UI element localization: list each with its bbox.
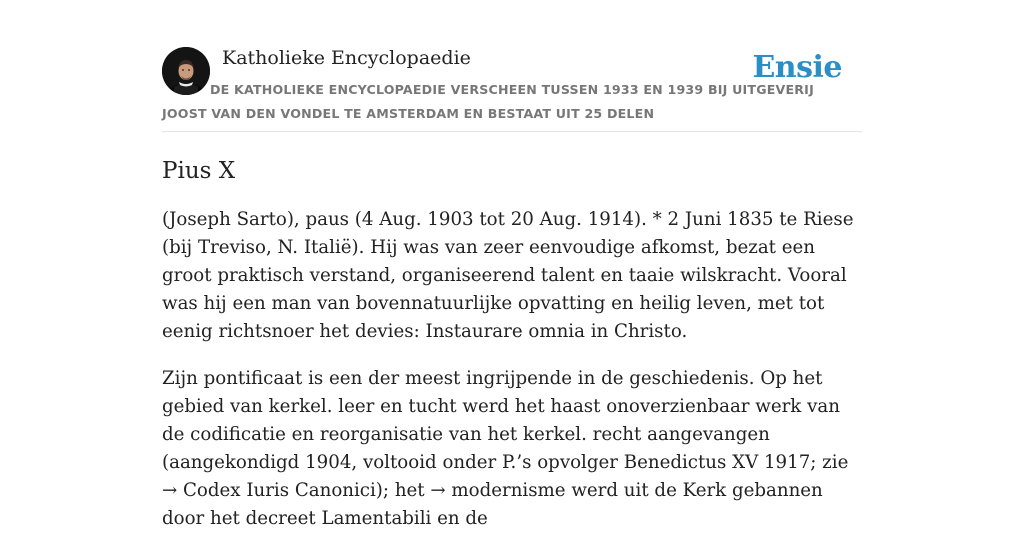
avatar[interactable] (162, 47, 210, 95)
brand-logo-link[interactable]: Ensie (752, 50, 842, 85)
site-title[interactable]: Katholieke Encyclopaedie (222, 47, 471, 69)
page-container (162, 0, 862, 533)
site-header (162, 44, 862, 132)
article-paragraph: Zijn pontificaat is een der meest ingrijpende in de geschiedenis. Op het gebied van kerkel. leer en tucht werd het haast onoverzienbaar werk van de codificatie en reorganisatie van het kerkel. recht aangevangen (aangekondigd 1904, voltooid onder P.’s opvolger Benedictus XV 1917; zie → Codex Iuris Canonici); het → modernisme werd uit de Kerk gebannen door het decreet Lamentabili en de (162, 368, 849, 529)
portrait-icon (162, 47, 210, 95)
site-description: DE KATHOLIEKE ENCYCLOPAEDIE VERSCHEEN TUSSEN 1933 EN 1939 BIJ UITGEVERIJ JOOST VAN DEN VONDEL TE AMSTERDAM EN BESTAAT UIT 25 DELEN (162, 82, 814, 121)
article-paragraph: (Joseph Sarto), paus (4 Aug. 1903 tot 20 Aug. 1914). * 2 Juni 1835 te Riese (bij Treviso, N. Italië). Hij was van zeer eenvoudige afkomst, bezat een groot praktisch verstand, organiseerend talent en taaie wilskracht. Vooral was hij een man van bovennatuurlijke opvatting en heilig leven, met tot eenig richtsnoer het devies: Instaurare omnia in Christo. (162, 209, 854, 342)
article-title: Pius X (162, 158, 236, 184)
